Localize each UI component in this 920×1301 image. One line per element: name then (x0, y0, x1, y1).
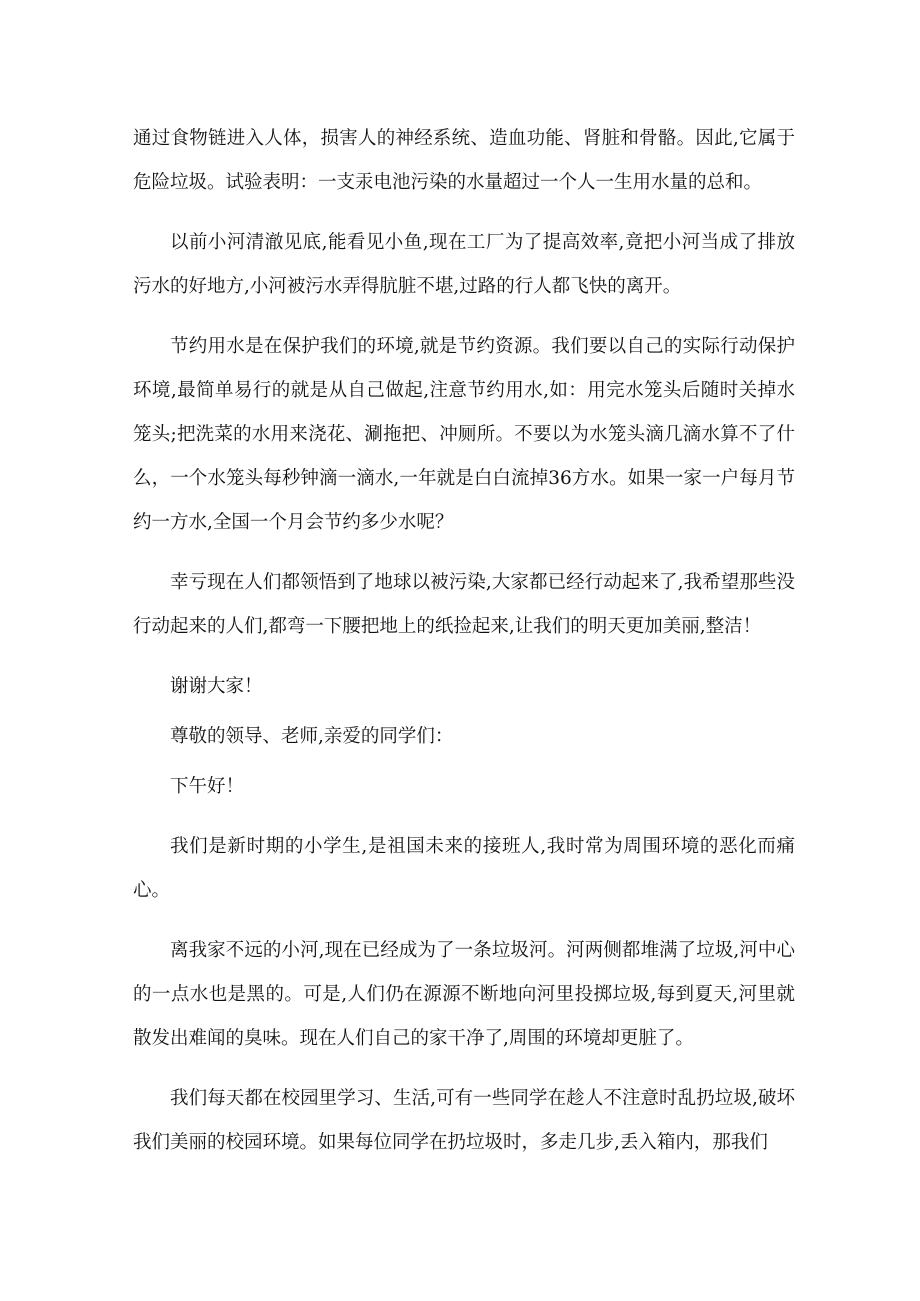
paragraph-2: 以前小河清澈见底,能看见小鱼,现在工厂为了提高效率,竟把小河当成了排放污水的好地方,小河被污水弄得肮脏不堪,过路的行人都飞快的离开。 (133, 232, 795, 297)
paragraph-10: 我们每天都在校园里学习、生活,可有一些同学在趁人不注意时乱扔垃圾,破坏我们美丽的校园环境。如果每位同学在扔垃圾时，多走几步,丢入箱内，那我们 (133, 1088, 795, 1153)
document-body (133, 117, 795, 1165)
paragraph-6: 尊敬的领导、老师,亲爱的同学们： (170, 726, 454, 747)
paragraph-7: 下午好！ (170, 776, 245, 797)
paragraph-5: 谢谢大家！ (170, 676, 263, 697)
paragraph-1: 通过食物链进入人体，损害人的神经系统、造血功能、肾脏和骨骼。因此,它属于危险垃圾。试验表明：一支汞电池污染的水量超过一个人一生用水量的总和。 (133, 128, 795, 193)
paragraph-9: 离我家不远的小河,现在已经成为了一条垃圾河。河两侧都堆满了垃圾,河中心的一点水也是黑的。可是,人们仍在源源不断地向河里投掷垃圾,每到夏天,河里就散发出难闻的臭味。现在人们自己的家干净了,周围的环境却更脏了。 (133, 940, 795, 1049)
paragraph-3: 节约用水是在保护我们的环境,就是节约资源。我们要以自己的实际行动保护环境,最简单易行的就是从自己做起,注意节约用水,如：用完水笼头后随时关掉水笼头;把洗菜的水用来浇花、涮拖把、冲厕所。不要以为水笼头滴几滴水算不了什么，一个水笼头每秒钟滴一滴水,一年就是白白流掉36方水。如果一家一户每月节约一方水,全国一个月会节约多少水呢？ (133, 336, 795, 533)
paragraph-8: 我们是新时期的小学生,是祖国未来的接班人,我时常为周围环境的恶化而痛心。 (133, 836, 795, 901)
paragraph-4: 幸亏现在人们都领悟到了地球以被污染,大家都已经行动起来了,我希望那些没行动起来的人们,都弯一下腰把地上的纸捡起来,让我们的明天更加美丽,整洁！ (133, 572, 795, 637)
